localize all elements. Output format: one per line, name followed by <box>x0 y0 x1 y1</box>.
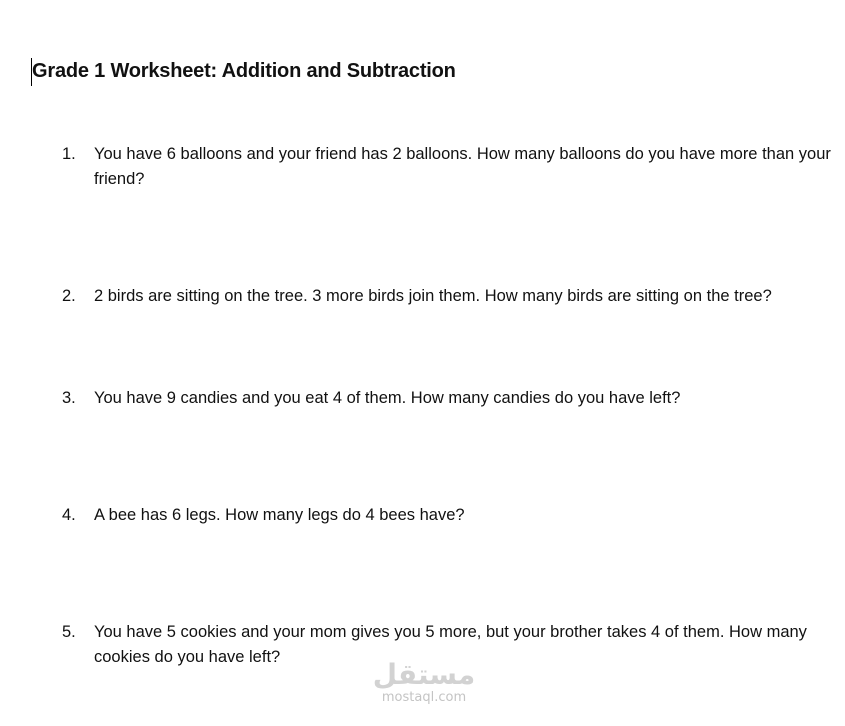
question-number: 3. <box>62 389 76 407</box>
question-text: You have 5 cookies and your mom gives you 5 more, but your brother takes 4 of them. How many cookies do you have left? <box>94 623 807 666</box>
question-item <box>62 142 832 192</box>
question-number: 4. <box>62 506 76 524</box>
worksheet-title: Grade 1 Worksheet: Addition and Subtraction <box>32 60 456 82</box>
question-text: You have 9 candies and you eat 4 of them. How many candies do you have left? <box>94 389 681 407</box>
watermark <box>368 660 480 706</box>
question-item <box>62 503 832 528</box>
question-number: 2. <box>62 287 76 305</box>
question-item <box>62 284 832 309</box>
watermark-url: mostaql.com <box>381 690 467 705</box>
question-text: 2 birds are sitting on the tree. 3 more birds join them. How many birds are sitting on the tree? <box>94 287 772 305</box>
question-text: A bee has 6 legs. How many legs do 4 bees have? <box>94 506 465 524</box>
watermark-logo-text: مستقل <box>372 658 476 691</box>
question-item <box>62 386 832 411</box>
question-number: 1. <box>62 145 76 163</box>
question-number: 5. <box>62 623 76 641</box>
question-text: You have 6 balloons and your friend has 2 balloons. How many balloons do you have more than your friend? <box>94 145 831 188</box>
